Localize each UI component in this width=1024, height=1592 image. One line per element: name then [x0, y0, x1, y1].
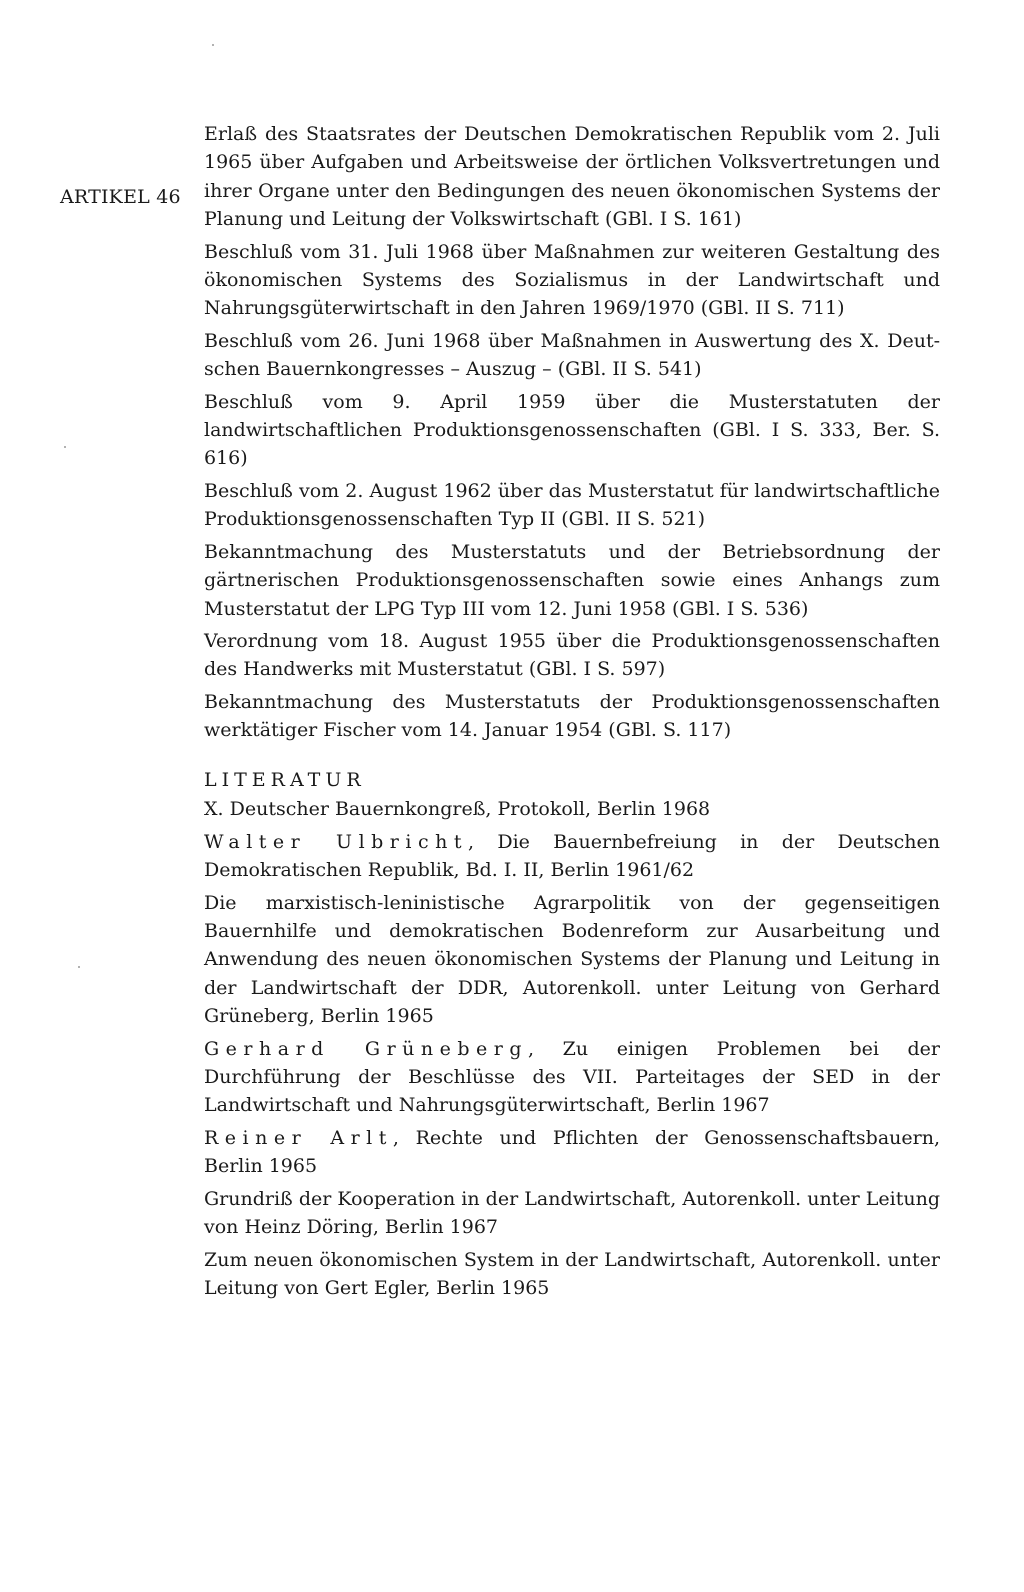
literature-entry: [204, 795, 940, 823]
entry-text: , Rechte und Pflichten der Genossenschaftsbauern, Berlin 1965: [204, 1126, 940, 1178]
reference-entry: Beschluß vom 31. Juli 1968 über Maßnahmen zur weiteren Gestaltung des ökonomischen Systems des Sozialismus in der Landwirtschaft und Nahrungsgüterwirtschaft in den Jahren 1969/1970 (GBl. II S. 711): [204, 240, 940, 320]
entry-text: Grundriß der Kooperation in der Landwirtschaft, Autorenkoll. unter Leitung von Heinz Döring, Berlin 1967: [204, 1187, 940, 1239]
scan-speck: [212, 44, 214, 46]
literature-entry: [204, 889, 940, 1031]
literature-heading: LITERATUR: [204, 769, 366, 791]
literature-entry: [204, 1035, 940, 1120]
entry-text: , Zu einigen Problemen bei der Durchführung der Beschlüsse des VII. Parteitages der SED in der Landwirtschaft und Nahrungsgüterwirtschaft, Berlin 1967: [204, 1037, 941, 1117]
reference-entry: Verordnung vom 18. August 1955 über die Produktionsgenossenschaften des Handwerks mit Musterstatut (GBl. I S. 597): [204, 629, 940, 681]
entry-text: , Die Bauernbefreiung in der Deutschen Demokratischen Republik, Bd. I. II, Berlin 1961/62: [204, 830, 940, 882]
scan-speck: [64, 446, 66, 448]
literature-entry: [204, 1246, 940, 1303]
reference-entry: Bekanntmachung des Musterstatuts der Produktionsgenossenschaften werktätiger Fischer vom 14. Januar 1954 (GBl. S. 117): [204, 690, 940, 742]
reference-entry: Erlaß des Staatsrates der Deutschen Demokratischen Republik vom 2. Juli 1965 über Aufgaben und Arbeitsweise der örtlichen Volksvertretungen und ihrer Organe unter den Bedingungen des neuen ökonomischen Systems der Planung und Leitung der Volkswirtschaft (GBl. I S. 161): [204, 123, 940, 231]
literature-section: [204, 766, 940, 1306]
literature-entry: [204, 1124, 940, 1181]
article-label: ARTIKEL 46: [60, 186, 181, 208]
reference-entry: Beschluß vom 9. April 1959 über die Musterstatuten der landwirtschaftlichen Produktionsgenossenschaften (GBl. I S. 333, Ber. S. 616): [204, 390, 940, 470]
reference-entry: Beschluß vom 2. August 1962 über das Musterstatut für landwirtschaftliche Produktionsgenossenschaften Typ II (GBl. II S. 521): [204, 479, 940, 531]
entry-text: X. Deutscher Bauernkongreß, Protokoll, Berlin 1968: [204, 798, 711, 821]
reference-entry: Bekanntmachung des Musterstatuts und der Betriebsordnung der gärtnerischen Produktionsgenossenschaften sowie eines Anhangs zum Musterstatut der LPG Typ III vom 12. Juni 1958 (GBl. I S. 536): [204, 540, 940, 620]
entry-author: Walter Ulbricht: [204, 830, 468, 853]
entry-author: Gerhard Grüneberg: [204, 1037, 529, 1060]
scan-speck: [78, 966, 80, 968]
literature-entry: [204, 1185, 940, 1242]
entry-text: Zum neuen ökonomischen System in der Landwirtschaft, Autorenkoll. unter Leitung von Gert Egler, Berlin 1965: [204, 1248, 940, 1299]
literature-entry: [204, 828, 940, 885]
entry-text: Die marxistisch-leninistische Agrarpolitik von der gegenseitigen Bauernhilfe und demokratischen Bodenreform zur Ausarbeitung und Anwendung des neuen ökonomischen Systems der Planung und Leitung in der Landwirtschaft der DDR, Autorenkoll. unter Leitung von Gerhard Grüneberg, Berlin 1965: [204, 891, 940, 1028]
legal-references: [204, 120, 940, 749]
entry-author: Reiner Arlt: [204, 1126, 393, 1149]
reference-entry: Beschluß vom 26. Juni 1968 über Maßnahmen in Auswertung des X. Deutschen Bauernkongresses – Auszug – (GBl. II S. 541): [204, 329, 940, 381]
